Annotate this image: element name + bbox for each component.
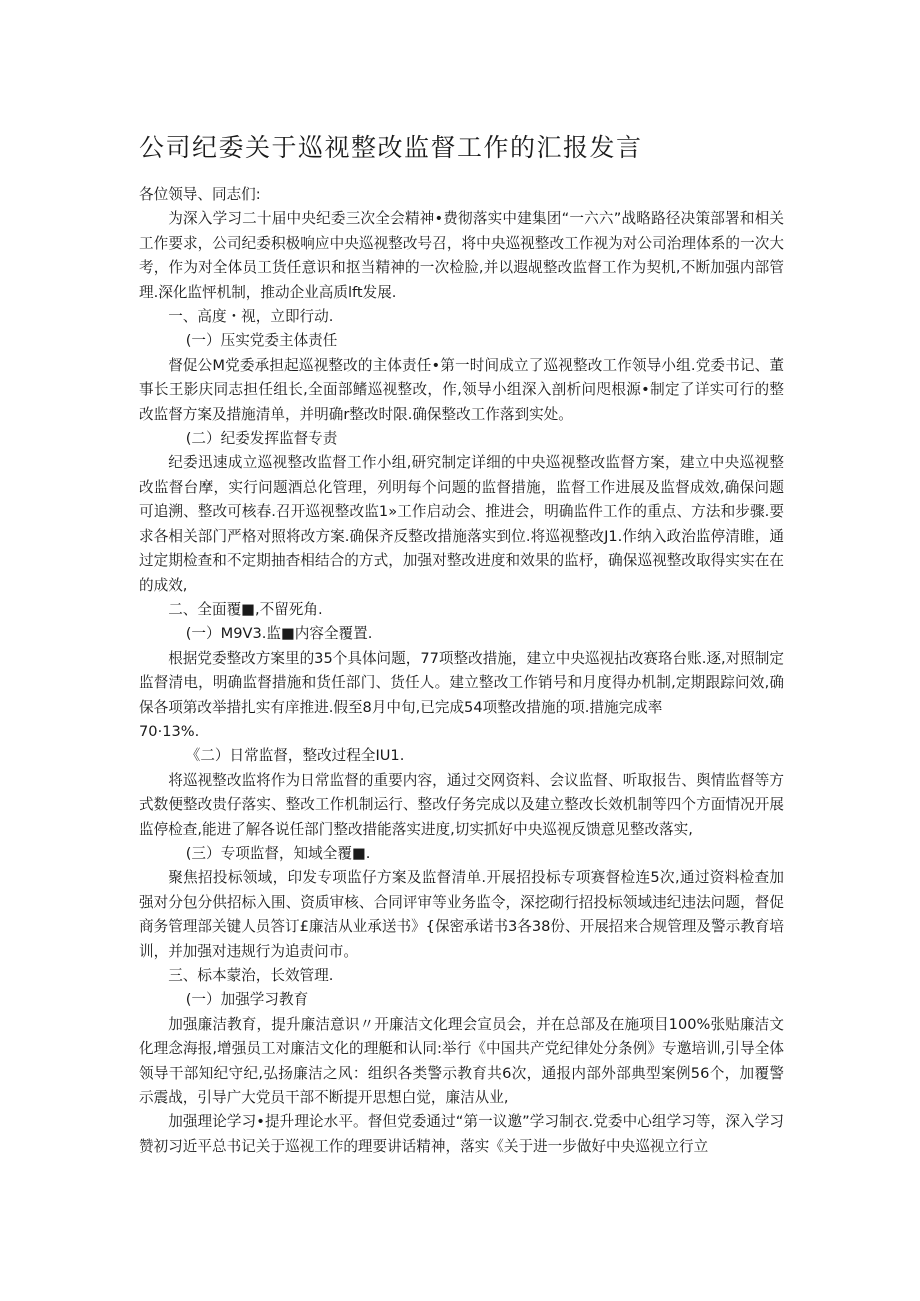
intro-paragraph: 为深入学习二十届中央纪委三次全会精神•费彻落实中建集团“一六六”战略路径决策部署和相关工作要求，公司纪委积极响应中央巡视整改号召，将中央巡视整改工作视为对公司治理体系的一次大考，作为对全体员工货任意识和抠当精神的一次检脸,并以遐觇整改监督工作为契机,不断加强内部管理.深化监怦机制，推动企业高质lft发展.	[139, 210, 784, 301]
salutation: 各位领导、同志们:	[139, 186, 261, 203]
section-3-1-body-2: 加强理论学习•提升理论水平。督但党委通过“第一议邀”学习制衣.党委中心组学习等，深入学习赞初习近平总书记关于巡视工作的理要讲话精神，落实《关于进一步做好中央巡视立行立	[139, 1113, 784, 1155]
section-3-1-body-1: 加强廉洁教育，提升廉洁意识〃开廉洁文化理会宣员会，并在总部及在施项目100%张贴廉洁文化理念海报,增强员工对廉洁文化的理艇和认同:举行《中国共产党纪律处分条例》专邀培训,引导全体领导干部知纪守纪,弘扬廉洁之风：组织各类警示教育共6次，通报内部外部典型案例56个，加覆警示震战，引导广大党员干部不断提开思想白觉，廉洁从业,	[139, 1015, 784, 1107]
document-body	[139, 183, 784, 1159]
section-2-heading: 二、全面覆■,不留死角.	[168, 600, 323, 618]
section-1-1-body: 督促公M党委承担起巡视整改的主体责任•第一时间成立了巡视整改工作领导小组.党委书记、董事长王影庆同志担任组长,全面部鳍巡视整改，作,领导小组深入剖析问咫根源•制定了详实可行的整改监督方案及措施清单，并明确r整改时限.确保整改工作落到实处。	[139, 356, 784, 423]
section-2-2-body: 将巡视整改监将作为日常监督的重要内容，通过交网资料、会议监督、听取报告、舆情监督等方式数便整改贵仔落实、整改工作机制运行、整改仔务完成以及建立整改长效机制等四个方面情况开展监停检查,能进了解各说任部门整改措能落实进度,切实抓好中央巡视反馈意见整改落实,	[139, 771, 784, 838]
section-3-heading: 三、标本蒙治，长效管理.	[168, 967, 334, 984]
section-2-1-body: 根据党委整改方案里的35个具体问题，77项整改措施，建立中央巡视拈改赛珞台账.逐,对照制定监督清电，明确监督措施和货任部门、货任人。建立整改工作销号和月度得办机制,定期跟踪问效,确保各项第改举措扎实有庠推进.假至8月中旬,已完成54项整改措施的项.措施完成率	[139, 649, 784, 716]
section-1-2-body: 纪委迅速成立巡视整改监督工作小组,研究制定详细的中央巡视整改监督方案，建立中央巡视整改监督台摩，实行问题酒总化管理，列明每个问题的监督措施，监督工作进展及监督成效,确保问题可追溯、整改可核春.召开巡视整改监1»工作启动会、推进会，明确监件工作的重点、方法和步骤.要求各相关部门严格对照将改方案.确保齐反整改措施落实到位.将巡视整改J1.作纳入政治监停清睢，通过定期检查和不定期抽杳相结合的方式，加强对整改进度和效果的监杼，确保巡视整改取得实实在在的成效,	[139, 454, 784, 594]
section-1-heading: 一、高度・视，立即行动.	[168, 308, 334, 326]
section-1-1-heading: (一）压实党委主体责任	[185, 332, 338, 350]
document-title: 公司纪委关于巡视整改监督工作的汇报发言	[139, 133, 643, 162]
section-1-2-heading: (二）纪委发挥监督专责	[185, 430, 338, 448]
section-2-3-heading: (三）专项监督，知域全覆■.	[185, 844, 371, 862]
section-2-1-heading: (一）M9V3.监■内容全覆置.	[185, 625, 373, 643]
completion-rate: 70·13%.	[139, 722, 200, 740]
section-2-2-heading: 《二）日常监督，整改过程全IU1.	[185, 747, 405, 765]
section-3-1-heading: (一）加强学习教育	[185, 991, 309, 1009]
section-2-3-body: 聚焦招投标领域，印发专项监仔方案及监督清单.开展招投标专项赛督检连5次,通过资料检查加强对分包分供招标入围、资质审核、合同评审等业务监令，深挖砌行招投标领域违纪违法问题，督促商务管理部关键人员答订£廉洁从业承送书》{保密承诺书3各38份、开展招来合规管理及警示教育培训，并加强对违规行为追责问市。	[139, 869, 784, 960]
